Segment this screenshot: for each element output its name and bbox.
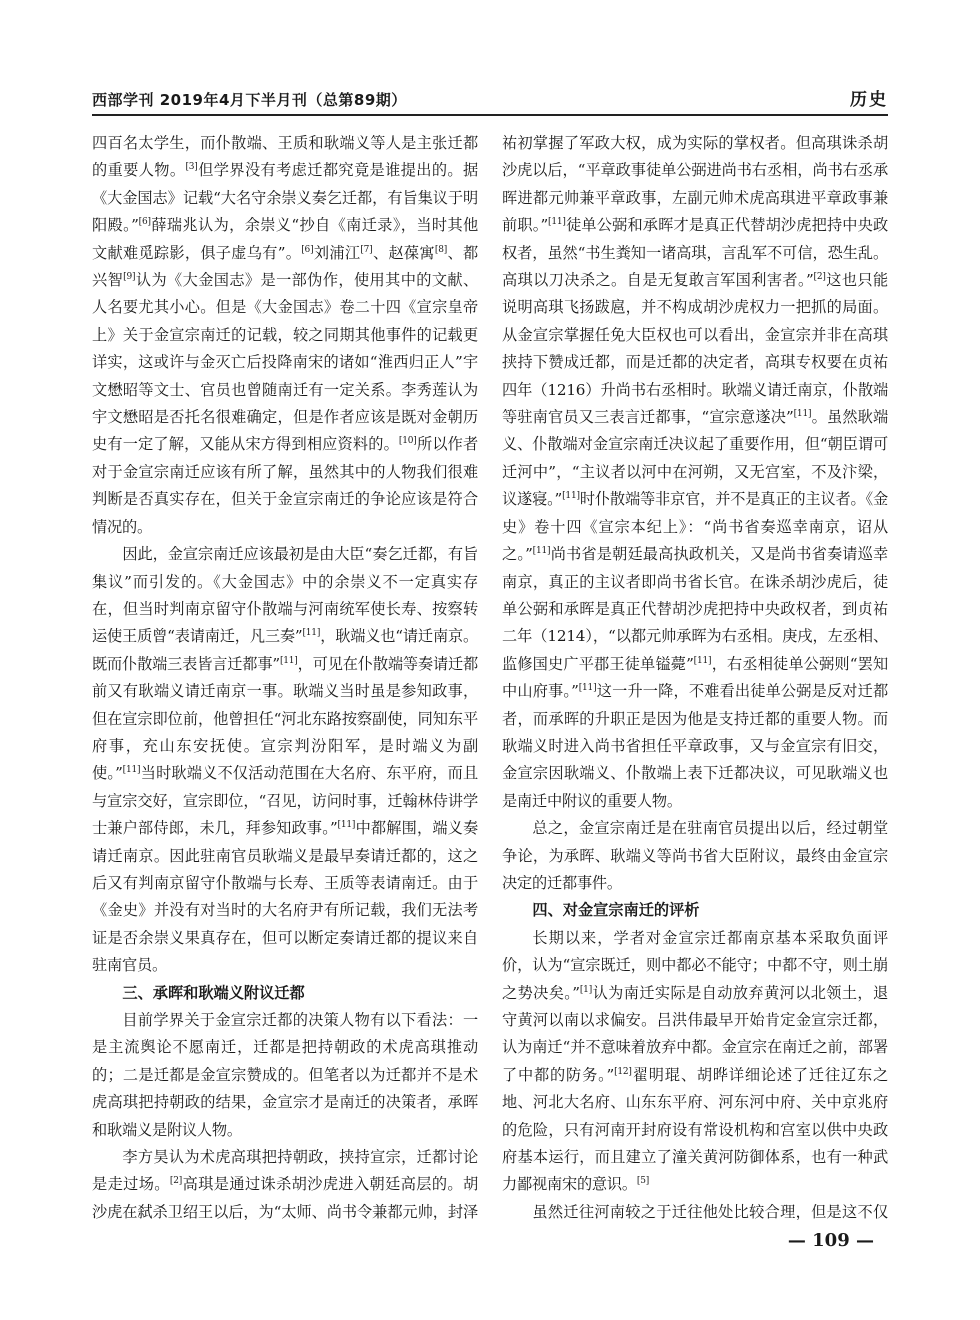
- text-run: ，耿端义也“请迁南京。既而仆散端三表皆言迁都事”: [92, 627, 478, 673]
- body-paragraph: [502, 815, 888, 897]
- citation-ref: [7]: [360, 244, 373, 255]
- text-run: 虽然迁往河南较之于迁往他处比较合理，但是这不仅: [532, 1202, 888, 1220]
- right-text-column: [502, 130, 888, 1220]
- citation-ref: [6]: [301, 244, 314, 255]
- text-run: 李方昊认为术虎高琪把持朝政，挟持宣宗，迁都讨论是走过场。: [92, 1148, 478, 1194]
- citation-ref: [1]: [579, 984, 593, 995]
- body-paragraph: [92, 541, 478, 980]
- text-run: 祐初掌握了军政大权，成为实际的掌权者。但高琪诛杀胡沙虎以后，“平章政事徒单公弼进尚书右丞相，尚书右丞承晖进都元帅兼平章政事，左副元帅术虎高琪进平章政事兼前职。”: [502, 134, 888, 235]
- journal-title: 西部学刊 2019年4月下半月刊（总第89期）: [92, 91, 407, 109]
- body-paragraph: [92, 1144, 478, 1220]
- citation-ref: [11]: [693, 655, 712, 666]
- text-run: 但学界没有考虑迁都究竟是谁提出的。据《大金国志》记载“大名守余崇义奏乞迁都，有旨集议于明阳殿。”: [92, 161, 478, 235]
- running-header: [92, 84, 888, 116]
- citation-ref: [3]: [185, 162, 198, 173]
- citation-ref: [11]: [122, 765, 141, 776]
- page-number: — 109 —: [787, 1230, 874, 1251]
- citation-ref: [5]: [636, 1176, 650, 1187]
- text-run: 认为南迁实际是自动放弃黄河以北领土，退守黄河以南以求偏安。吕洪伟最早开始肯定金宣宗迁都，认为南迁“并不意味着放弃中都。金宣宗在南迁之前，部署了中都的防务。”: [502, 983, 888, 1084]
- citation-ref: [11]: [578, 683, 597, 694]
- text-run: 中都解围，端义奏请迁南京。因此驻南官员耿端义是最早奏请迁都的，这之后又有判南京留守仆散端与长寿、王质等表请南迁。由于《金史》并没有对当时的大名府尹有所记载，我们无法考证是否余崇义果真存在，但可以断定奏请迁都的提议来自驻南官员。: [92, 819, 478, 975]
- text-run: ，右丞相徒单公弼则“罢知中山府事。”: [502, 654, 888, 701]
- text-run: 薛瑞兆认为，余崇义“抄自《南迁录》，当时其他文献难觅踪影，俱子虚乌有”。: [92, 216, 478, 262]
- text-run: 、都兴智: [92, 243, 478, 290]
- section-heading: 三、承晖和耿端义附议迁都: [122, 983, 305, 1002]
- citation-ref: [2]: [169, 1176, 183, 1187]
- text-run: ，可见在仆散端等奏请迁都前又有耿端义请迁南京一事。耿端义当时虽是参知政事，但在宣宗即位前，他曾担任“河北东路按察副使，同知东平府事，充山东安抚使。宣宗判汾阳军，是时端义为副使。”: [92, 654, 478, 783]
- body-paragraph: [502, 130, 888, 815]
- text-run: 翟明琨、胡晔详细论述了迁往辽东之地、河北大名府、山东东平府、河东河中府、关中京兆府的危险，只有河南开封府设有常设机构和宫室以供中央政府基本运行，而且建立了潼关黄河防御体系，也有一种武力鄙视南宋的意识。: [502, 1065, 888, 1194]
- text-run: 高琪是通过诛杀胡沙虎进入朝廷高层的。胡沙虎在弑杀卫绍王以后，为“太师、尚书令兼都元帅，封泽: [92, 1175, 478, 1220]
- text-run: 所以作者对于金宣宗南迁应该有所了解，虽然其中的人物我们很难判断是否真实存在，但关于金宣宗南迁的争论应该是符合情况的。: [92, 435, 478, 536]
- text-run: 当时耿端义不仅活动范围在大名府、东平府，而且与宣宗交好，宣宗即位，“召见，访问时事，迁翰林侍讲学士兼户部侍郎，未几，拜参知政事。”: [92, 764, 478, 838]
- citation-ref: [11]: [302, 628, 321, 639]
- body-paragraph: [502, 1199, 888, 1220]
- left-text-column: [92, 130, 478, 1220]
- text-run: 刘浦江: [313, 243, 361, 262]
- text-run: 长期以来，学者对金宣宗迁都南京基本采取负面评价，认为“宣宗既迁，则中都必不能守；中都不守，则土崩之势决矣。”: [502, 928, 888, 1002]
- citation-ref: [2]: [813, 271, 826, 282]
- text-run: 。虽然耿端义、仆散端对金宣宗南迁决议起了重要作用，但“朝臣谓可迁河中”，“主议者以河中在河朔，又无宫室，不及汴梁，议遂寝。”: [502, 408, 888, 509]
- citation-ref: [11]: [548, 217, 566, 228]
- text-run: 认为《大金国志》是一部伪作，使用其中的文献、人名要尤其小心。但是《大金国志》卷二十四《宣宗皇帝上》关于金宣宗南迁的记载，较之同期其他事件的记载更详实，这或许与金灭亡后投降南宋的诸如“淮西归正人”宇文懋昭等文士、官员也曾随南迁有一定关系。李秀莲认为宇文懋昭是否托名很难确定，但是作者应该是既对金朝历史有一定了解，又能从宋方得到相应资料的。: [92, 271, 478, 454]
- citation-ref: [10]: [398, 436, 417, 447]
- text-run: 目前学界关于金宣宗迁都的决策人物有以下看法：一是主流舆论不愿南迁，迁都是把持朝政的术虎高琪推动的；二是迁都是金宣宗赞成的。但笔者以为迁都并不是术虎高琪把持朝政的结果，金宣宗才是南迁的决策者，承晖和耿端义是附议人物。: [92, 1011, 478, 1139]
- section-heading: 四、对金宣宗南迁的评析: [532, 901, 700, 920]
- citation-ref: [9]: [123, 271, 136, 282]
- citation-ref: [11]: [279, 655, 298, 666]
- text-run: 四百名太学生，而仆散端、王质和耿端义等人是主张迁都的重要人物。: [92, 134, 478, 180]
- text-run: 尚书省是朝廷最高执政机关，又是尚书省奏请巡幸南京，真正的主议者即尚书省长官。在诛杀胡沙虎后，徒单公弼和承晖是真正代替胡沙虎把持中央政权者，到贞祐二年（1214），“以都元帅承晖为右丞相。庚戌，左丞相、监修国史广平郡王徒单镒薨”: [502, 545, 888, 673]
- body-paragraph: [92, 130, 478, 541]
- text-run: 这也只能说明高琪飞扬跋扈，并不构成胡沙虎权力一把抓的局面。从金宣宗掌握任免大臣权也可以看出，金宣宗并非在高琪挟持下赞成迁都，而是迁都的决定者，高琪专权要在贞祐四年（1216）升尚书右丞相时。耿端义请迁南京，仆散端等驻南官员又三表言迁都事，“宣宗意遂决”: [502, 271, 888, 427]
- citation-ref: [6]: [138, 217, 151, 228]
- citation-ref: [11]: [793, 409, 812, 419]
- text-run: 因此，金宣宗南迁应该最初是由大臣“奏乞迁都，有旨集议”而引发的。《大金国志》中的余崇义不一定真实存在，但当时判南京留守仆散端与河南统军使长寿、按察转运使王质曾“表请南迁，凡三奏”: [92, 545, 478, 646]
- citation-ref: [11]: [337, 820, 356, 831]
- text-run: 、赵葆寓: [372, 243, 435, 262]
- citation-ref: [11]: [562, 491, 580, 502]
- body-paragraph: [502, 925, 888, 1199]
- body-paragraph: [92, 1007, 478, 1144]
- citation-ref: [8]: [434, 244, 448, 255]
- citation-ref: [12]: [614, 1066, 632, 1077]
- section-label: 历史: [850, 90, 888, 110]
- text-run: 总之，金宣宗南迁是在驻南官员提出以后，经过朝堂争论，为承晖、耿端义等尚书省大臣附议，最终由金宣宗决定的迁都事件。: [502, 819, 888, 892]
- text-run: 时仆散端等非京官，并不是真正的主议者。《金史》卷十四《宣宗本纪上》：“尚书省奏巡幸南京，诏从之。”: [502, 490, 888, 564]
- text-run: 这一升一降，不难看出徒单公弼是反对迁都者，而承晖的升职正是因为他是支持迁都的重要人物。而耿端义时进入尚书省担任平章政事，又与金宣宗有旧交，金宣宗因耿端义、仆散端上表下迁都决议，可见耿端义也是南迁中附议的重要人物。: [502, 682, 888, 810]
- text-run: 徒单公弼和承晖才是真正代替胡沙虎把持中央政权者，虽然“书生粪知一诸高琪，言乱军不可信，恐生乱。高琪以刀决杀之。自是无复敢言军国利害者。”: [502, 216, 888, 290]
- citation-ref: [11]: [532, 546, 551, 557]
